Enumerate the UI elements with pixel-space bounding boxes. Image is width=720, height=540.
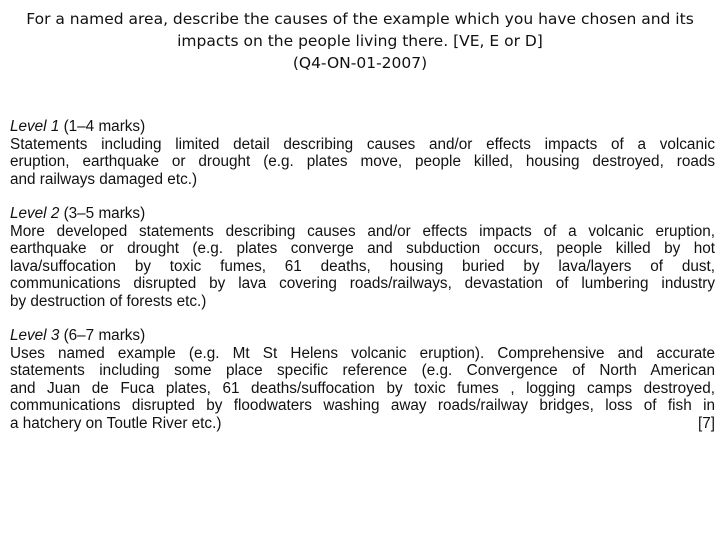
level-3-line: statements including some place specific reference (e.g. Convergence of North American: [10, 362, 715, 379]
level-1-line: eruption, earthquake or drought (e.g. plates move, people killed, housing destroyed, roads: [10, 153, 715, 170]
question-reference: (Q4-ON-01-2007): [292, 54, 428, 72]
level-3-block: [10, 327, 715, 432]
level-1-marks: (1–4 marks): [63, 118, 146, 135]
level-2-header: [10, 205, 715, 223]
level-3-line: Uses named example (e.g. Mt St Helens volcanic eruption). Comprehensive and accurate: [10, 344, 715, 362]
level-3-line: and Juan de Fuca plates, 61 deaths/suffocation by toxic fumes , logging camps destroyed,: [10, 379, 715, 397]
level-1-line: and railways damaged etc.): [10, 170, 198, 188]
mark-scheme: [10, 118, 715, 449]
level-2-marks: (3–5 marks): [63, 205, 146, 222]
level-1-block: [10, 118, 715, 188]
level-1-header: [10, 118, 715, 136]
question-heading: [8, 8, 712, 74]
level-1-line: Statements including limited detail describing causes and/or effects impacts of a volcanic: [10, 135, 715, 153]
level-2-line: communications disrupted by lava covering roads/railways, devastation of lumbering industry: [10, 275, 715, 292]
level-3-last-line: [10, 415, 715, 433]
level-3-name: Level 3: [10, 327, 60, 344]
level-2-line: More developed statements describing causes and/or effects impacts of a volcanic eruption,: [10, 222, 715, 240]
total-marks: [7]: [697, 414, 715, 432]
question-line: impacts on the people living there. [VE, E or D]: [177, 32, 543, 50]
level-2-name: Level 2: [10, 205, 60, 222]
question-line: For a named area, describe the causes of the example which you have chosen and its: [26, 10, 694, 28]
level-2-block: [10, 205, 715, 310]
level-2-line: by destruction of forests etc.): [10, 292, 207, 310]
level-3-line: a hatchery on Toutle River etc.): [10, 414, 222, 432]
level-3-marks: (6–7 marks): [63, 327, 146, 344]
level-2-line: earthquake or drought (e.g. plates converge and subduction occurs, people killed by hot: [10, 240, 715, 257]
level-3-line: communications disrupted by floodwaters washing away roads/railway bridges, loss of fish in: [10, 397, 715, 414]
level-3-header: [10, 327, 715, 345]
level-2-line: lava/suffocation by toxic fumes, 61 deaths, housing buried by lava/layers of dust,: [10, 257, 715, 275]
level-1-name: Level 1: [10, 118, 60, 135]
